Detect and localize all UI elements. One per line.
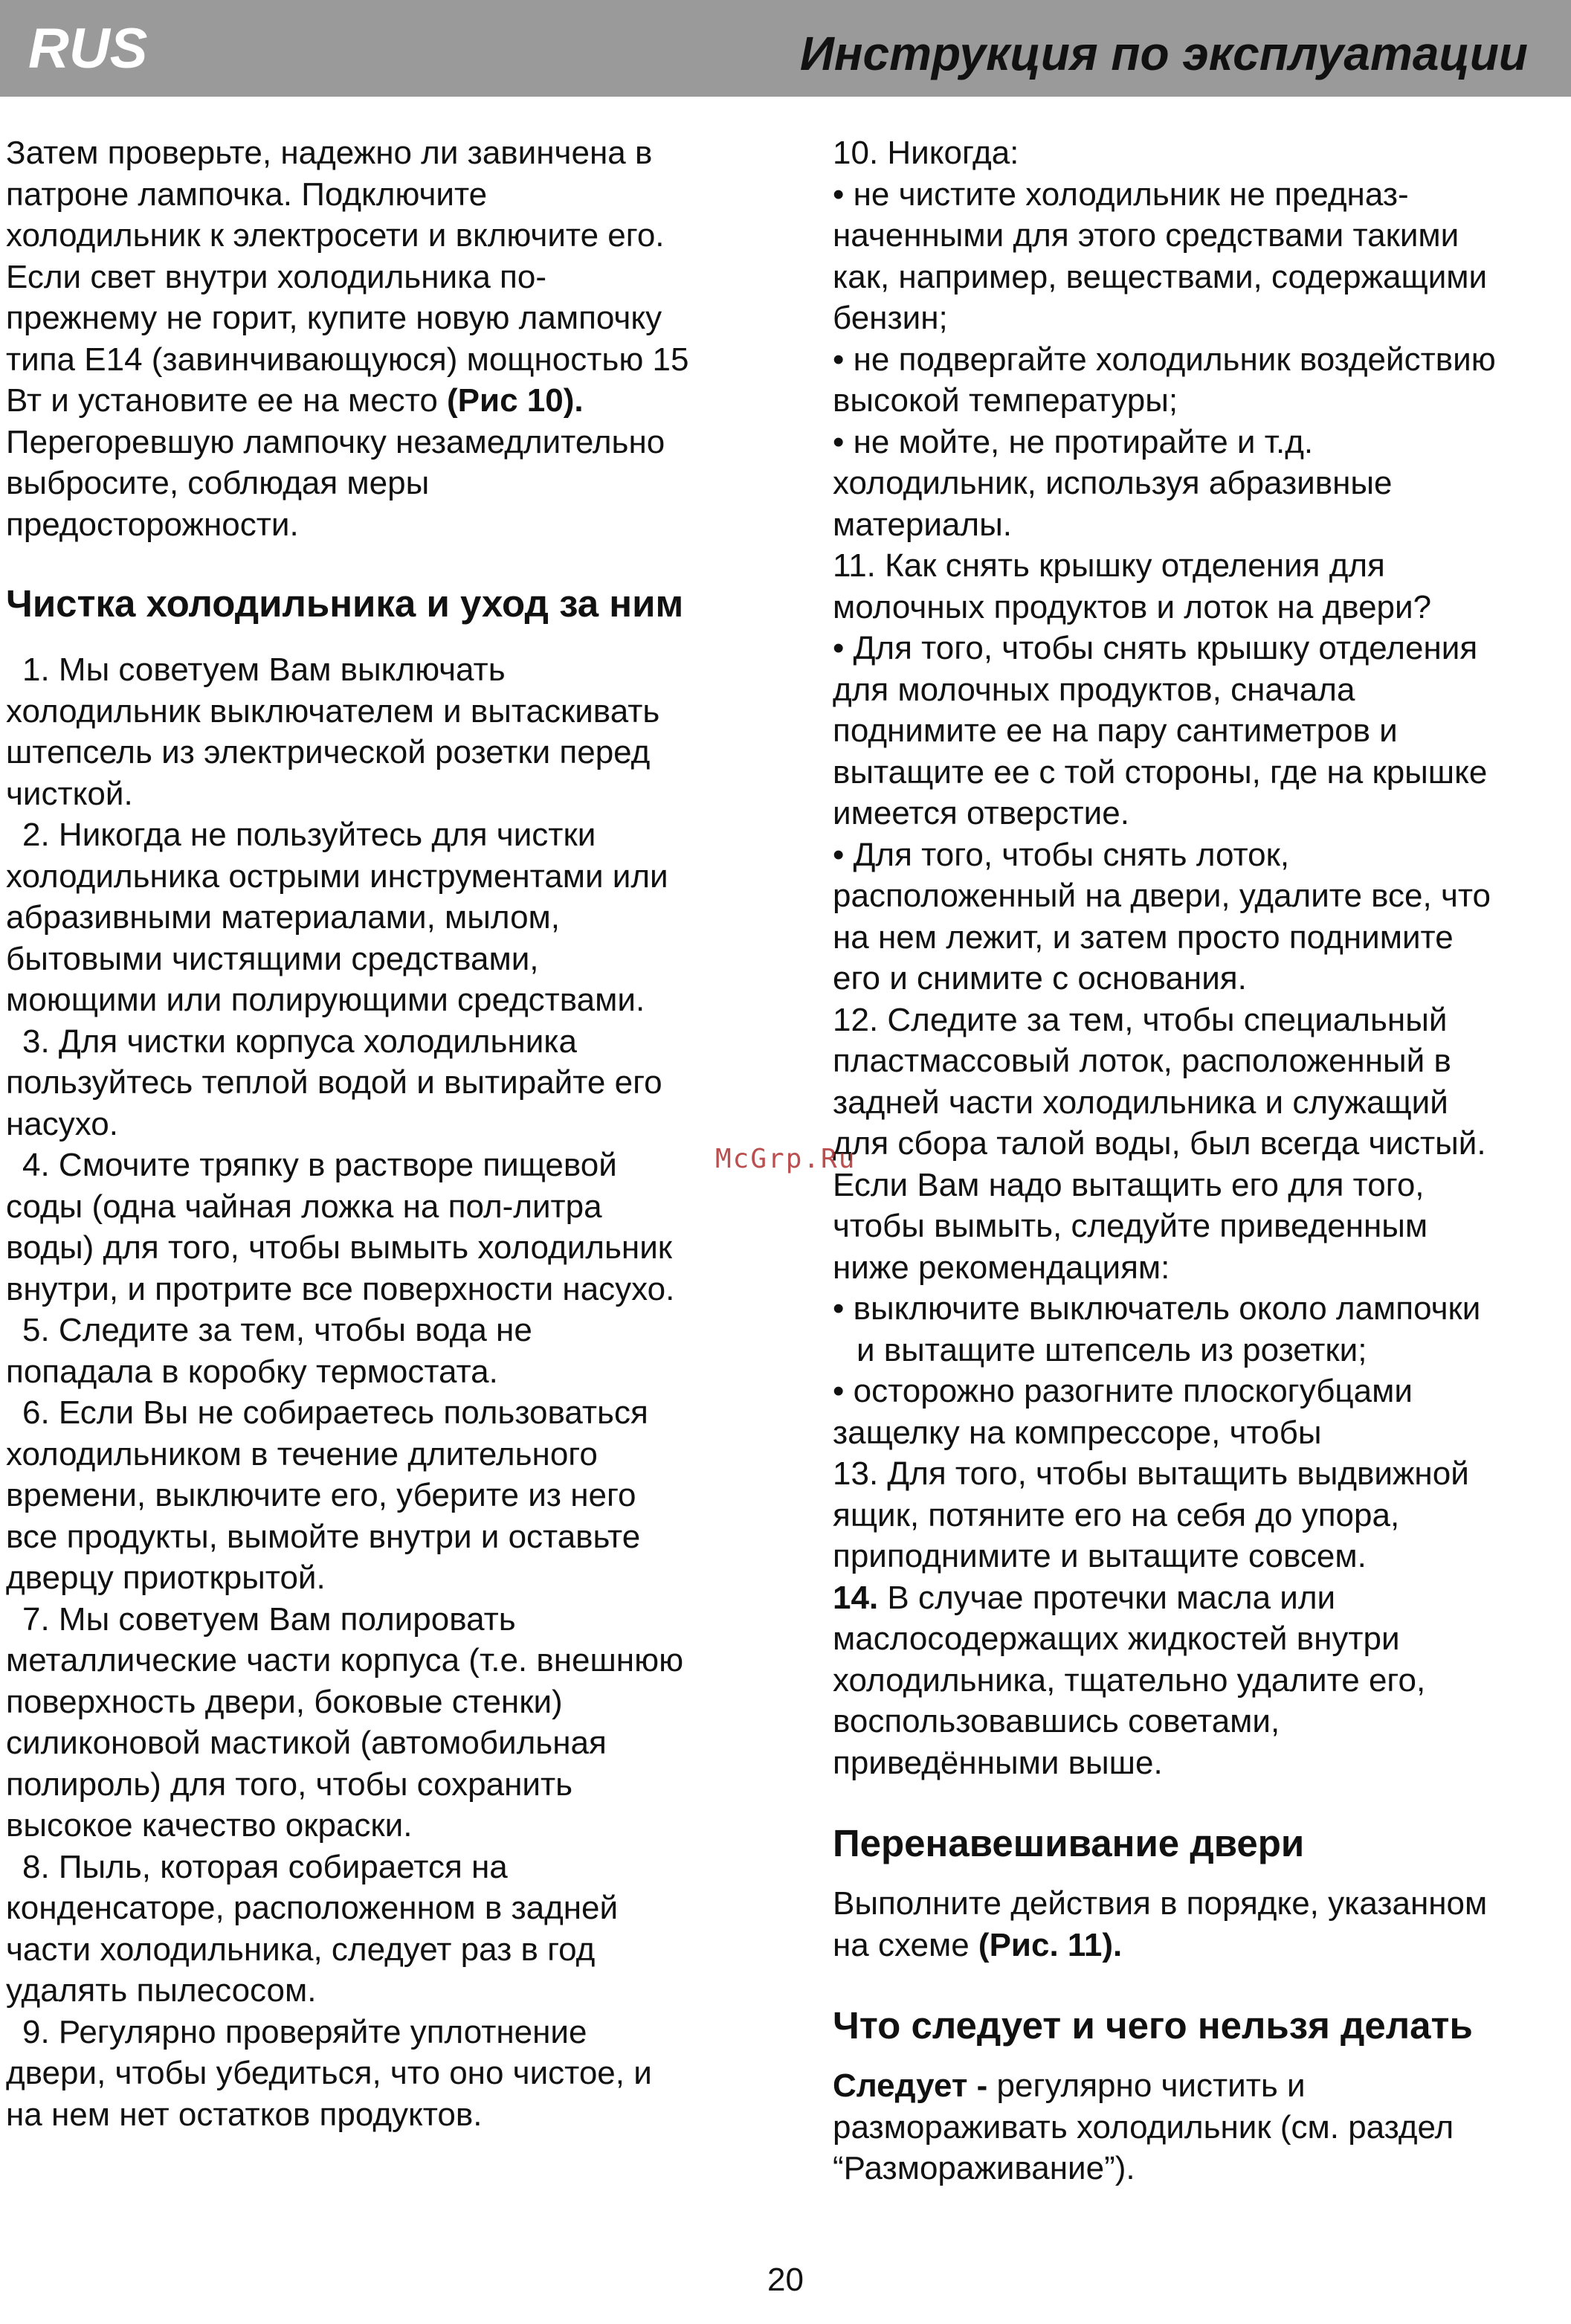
item-14-number: 14. <box>833 1579 879 1616</box>
cleaning-item-2: 2. Никогда не пользуйтесь для чистки холодильника острыми инструментами или абразивными материалами, мылом, бытовыми чистящими средствами, моющими или полирующими средствами. <box>6 817 668 1018</box>
lamp-text-after: Перегоревшую лампочку незамедлительно выбросите, соблюдая меры предосторожности. <box>6 423 665 543</box>
lamp-replacement-paragraph <box>6 132 757 545</box>
cleaning-item-8: 8. Пыль, которая собирается на конденсаторе, расположенном в задней части холодильника, следует раз в год удалять пылесосом. <box>6 1848 619 2009</box>
door-reversal-text: Выполните действия в порядке, указанном на схеме <box>833 1885 1488 1963</box>
item-14-text: В случае протечки масла или маслосодержащих жидкостей внутри холодильника, тщательно удалите его, воспользовавшись советами, приведёнными выше. <box>833 1579 1426 1781</box>
figure-10-reference: (Рис 10). <box>447 382 584 419</box>
bullet-no-high-temperature: • не подвергайте холодильник воздействию высокой температуры; <box>833 341 1496 419</box>
watermark: McGrp.Ru <box>715 1144 857 1174</box>
bullet-unplug-line-2: и вытащите штепсель из розетки; <box>857 1331 1367 1368</box>
bullet-bend-latch: • осторожно разогните плоскогубцами защелку на компрессоре, чтобы <box>833 1373 1413 1451</box>
bullet-remove-door-tray: • Для того, чтобы снять лоток, расположенный на двери, удалите все, что на нем лежит, и затем просто поднимите его и снимите с основания. <box>833 836 1491 997</box>
door-reversal-paragraph <box>833 1883 1569 1966</box>
cleaning-item-7: 7. Мы советуем Вам полировать металлические части корпуса (т.е. внешнюю поверхность двери, боковые стенки) силиконовой мастикой (автомобильная полироль) для того, чтобы сохранить высокое качество окраски. <box>6 1600 684 1844</box>
cleaning-item-3: 3. Для чистки корпуса холодильника пользуйтесь теплой водой и вытирайте его насухо. <box>6 1023 662 1142</box>
bullet-remove-dairy-lid: • Для того, чтобы снять крышку отделения для молочных продуктов, сначала поднимите ее на пару сантиметров и вытащите ее с той стороны, где на крышке имеется отверстие. <box>833 630 1488 831</box>
left-column <box>6 132 757 2135</box>
dos-and-donts-heading: Что следует и чего нельзя делать <box>833 2004 1473 2047</box>
item-13-drawer: 13. Для того, чтобы вытащить выдвижной ящик, потяните его на себя до упора, приподнимите и вытащите совсем. <box>833 1455 1469 1574</box>
cleaning-item-6: 6. Если Вы не собираетесь пользоваться холодильником в течение длительного времени, выключите его, уберите из него все продукты, вымойте внутри и оставьте дверцу приоткрытой. <box>6 1394 648 1596</box>
dos-paragraph <box>833 2065 1569 2189</box>
item-12-drip-tray: 12. Следите за тем, чтобы специальный пластмассовый лоток, расположенный в задней части холодильника и служащий для сбора талой воды, был всегда чистый. Если Вам надо вытащить его для того, чтобы вымыть, следуйте приведенным ниже рекомендациям: <box>833 1001 1486 1286</box>
cleaning-item-5: 5. Следите за тем, чтобы вода не попадала в коробку термостата. <box>6 1312 532 1390</box>
cleaning-item-1: 1. Мы советуем Вам выключать холодильник выключателем и вытаскивать штепсель из электрической розетки перед чисткой. <box>6 651 660 812</box>
bullet-no-unsuitable-cleaners: • не чистите холодильник не предназ- наченными для этого средствами такими как, например, веществами, содержащими бензин; <box>833 176 1488 336</box>
manual-title: Инструкция по эксплуатации <box>799 27 1528 80</box>
language-label: RUS <box>28 17 148 80</box>
door-reversal-heading: Перенавешивание двери <box>833 1822 1305 1864</box>
cleaning-item-4: 4. Смочите тряпку в растворе пищевой соды (одна чайная ложка на пол-литра воды) для того, чтобы вымыть холодильник внутри, и протрите все поверхности насухо. <box>6 1147 675 1307</box>
bullet-no-abrasives: • не мойте, не протирайте и т.д. холодильник, используя абразивные материалы. <box>833 423 1393 543</box>
page-number: 20 <box>767 2262 804 2298</box>
lamp-text-before: Затем проверьте, надежно ли завинчена в патроне лампочка. Подключите холодильник к электросети и включите его. Если свет внутри холодильника по- прежнему не горит, купите новую лампочку типа E14 (завинчивающуюся) мощностью 15 Вт и установите ее на место <box>6 135 689 419</box>
item-10-never: 10. Никогда: <box>833 135 1019 171</box>
cleaning-section-heading: Чистка холодильника и уход за ним <box>6 582 684 625</box>
item-14-oil-leak <box>833 1577 1569 1784</box>
page-header <box>0 0 1571 97</box>
cleaning-item-9: 9. Регулярно проверяйте уплотнение двери, чтобы убедиться, что оно чистое, и на нем нет остатков продуктов. <box>6 2013 652 2133</box>
dos-text: регулярно чистить и размораживать холодильник (см. раздел “Размораживание”). <box>833 2067 1454 2186</box>
right-column <box>833 132 1569 2189</box>
bullet-unplug-line-1: • выключите выключатель около лампочки <box>833 1290 1481 1327</box>
dos-label: Следует - <box>833 2067 988 2104</box>
item-11-question: 11. Как снять крышку отделения для молочных продуктов и лоток на двери? <box>833 547 1432 625</box>
figure-11-reference: (Рис. 11). <box>978 1926 1123 1963</box>
